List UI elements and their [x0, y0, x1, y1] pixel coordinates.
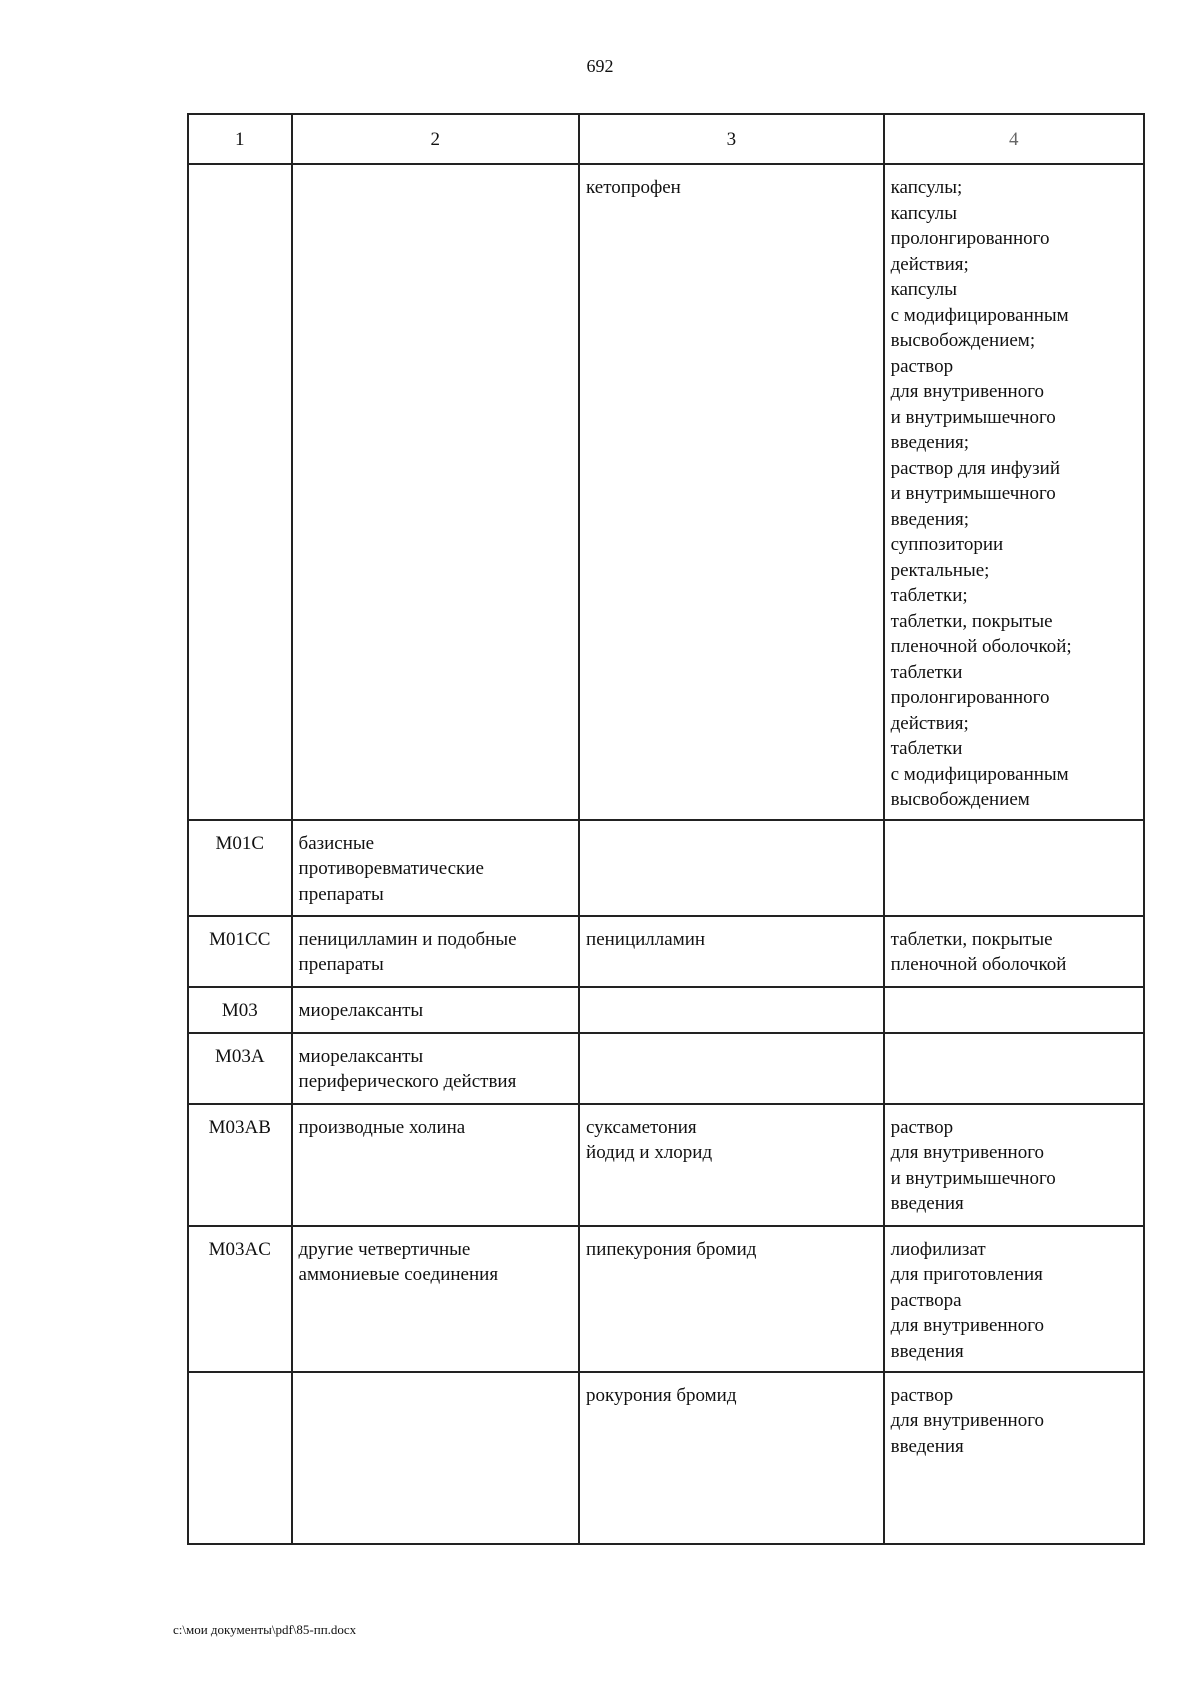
atc-code-cell: M01C	[188, 820, 292, 916]
atc-code-cell	[188, 164, 292, 820]
cell-line: для внутривенного	[890, 1315, 1045, 1336]
group-cell	[292, 1104, 580, 1226]
substance-cell	[579, 820, 884, 916]
dosage-forms-cell	[884, 1226, 1144, 1372]
cell-line: миорелаксанты	[298, 1045, 424, 1067]
cell-line: для внутривенного	[890, 1410, 1045, 1431]
cell-line: пленочной оболочкой	[890, 954, 1067, 975]
table-row	[188, 1104, 1144, 1226]
dosage-forms-cell	[884, 1104, 1144, 1226]
table-row	[188, 916, 1144, 987]
cell-line: раствор для инфузий	[890, 457, 1061, 479]
atc-code-cell: M01CC	[188, 916, 292, 987]
cell-line: высвобождением;	[890, 330, 1036, 351]
cell-line: таблетки	[890, 738, 963, 759]
cell-line: введения;	[890, 508, 970, 530]
cell-line: базисные	[298, 832, 375, 854]
atc-code-cell: M03AC	[188, 1226, 292, 1372]
cell-line: миорелаксанты	[298, 999, 424, 1021]
cell-line: действия;	[890, 712, 969, 734]
drug-table	[187, 113, 1145, 1545]
header-row	[188, 114, 1144, 164]
cell-line: введения	[890, 1193, 964, 1214]
cell-line: с модифицированным	[890, 304, 1069, 326]
header-col-2: 2	[292, 114, 580, 164]
cell-line: раствор	[890, 355, 954, 377]
header-col-4: 4	[884, 114, 1144, 164]
table-row	[188, 1372, 1144, 1544]
cell-line: суппозитории	[890, 534, 1004, 555]
cell-line: таблетки	[890, 661, 963, 683]
group-cell	[292, 916, 580, 987]
table-row	[188, 164, 1144, 820]
table-row	[188, 1226, 1144, 1372]
cell-line: и внутримышечного	[890, 1167, 1056, 1189]
table-row	[188, 987, 1144, 1033]
dosage-forms-cell	[884, 987, 1144, 1033]
cell-line: раствора	[890, 1289, 962, 1311]
cell-line: таблетки, покрытые	[890, 928, 1053, 950]
substance-cell	[579, 1104, 884, 1226]
substance-cell	[579, 916, 884, 987]
cell-line: пролонгированного	[890, 687, 1050, 708]
cell-line: другие четвертичные	[298, 1238, 471, 1260]
dosage-forms-cell	[884, 164, 1144, 820]
cell-line: для внутривенного	[890, 381, 1045, 402]
group-cell	[292, 164, 580, 820]
cell-line: рокурония бромид	[586, 1384, 737, 1406]
cell-line: лиофилизат	[890, 1238, 986, 1260]
cell-line: раствор	[890, 1116, 954, 1138]
cell-line: высвобождением	[890, 789, 1030, 810]
cell-line: пролонгированного	[890, 228, 1050, 249]
page-number: 692	[586, 56, 614, 76]
cell-line: препараты	[298, 883, 384, 905]
header-col-1: 1	[188, 114, 292, 164]
group-cell	[292, 1226, 580, 1372]
cell-line: и внутримышечного	[890, 406, 1056, 428]
header-col-3: 3	[579, 114, 884, 164]
cell-line: для внутривенного	[890, 1142, 1045, 1163]
group-cell	[292, 987, 580, 1033]
dosage-forms-cell	[884, 916, 1144, 987]
cell-line: введения;	[890, 432, 970, 453]
cell-line: кетопрофен	[586, 177, 681, 198]
cell-line: ректальные;	[890, 559, 990, 581]
cell-line: капсулы;	[890, 177, 963, 198]
atc-code-cell	[188, 1372, 292, 1544]
cell-line: таблетки, покрытые	[890, 610, 1053, 632]
cell-line: противоревматические	[298, 858, 484, 879]
dosage-forms-cell	[884, 1372, 1144, 1544]
cell-line: для приготовления	[890, 1264, 1043, 1285]
footer-file-path: c:\мои документы\pdf\85-пп.docx	[173, 1622, 357, 1637]
cell-line: введения	[890, 1340, 964, 1362]
cell-line: йодид и хлорид	[586, 1142, 713, 1163]
cell-line: суксаметония	[586, 1116, 697, 1138]
cell-line: пипекурония бромид	[586, 1238, 757, 1260]
group-cell	[292, 820, 580, 916]
group-cell	[292, 1033, 580, 1104]
substance-cell	[579, 1033, 884, 1104]
cell-line: с модифицированным	[890, 763, 1069, 785]
group-cell	[292, 1372, 580, 1544]
cell-line: введения	[890, 1435, 964, 1457]
cell-line: аммониевые соединения	[298, 1264, 499, 1285]
dosage-forms-cell	[884, 820, 1144, 916]
substance-cell	[579, 164, 884, 820]
table-row	[188, 1033, 1144, 1104]
cell-line: пеницилламин и подобные	[298, 928, 517, 950]
cell-line: раствор	[890, 1384, 954, 1406]
cell-line: производные холина	[298, 1116, 466, 1138]
cell-line: пеницилламин	[586, 928, 706, 950]
cell-line: таблетки;	[890, 585, 968, 606]
cell-line: препараты	[298, 954, 384, 975]
cell-line: пленочной оболочкой;	[890, 636, 1072, 657]
atc-code-cell: M03AB	[188, 1104, 292, 1226]
cell-line: и внутримышечного	[890, 483, 1056, 504]
dosage-forms-cell	[884, 1033, 1144, 1104]
substance-cell	[579, 1372, 884, 1544]
table-row	[188, 820, 1144, 916]
cell-line: действия;	[890, 253, 969, 275]
cell-line: капсулы	[890, 279, 957, 300]
cell-line: капсулы	[890, 202, 957, 224]
cell-line: периферического действия	[298, 1071, 517, 1092]
substance-cell	[579, 1226, 884, 1372]
atc-code-cell: M03A	[188, 1033, 292, 1104]
substance-cell	[579, 987, 884, 1033]
atc-code-cell: M03	[188, 987, 292, 1033]
